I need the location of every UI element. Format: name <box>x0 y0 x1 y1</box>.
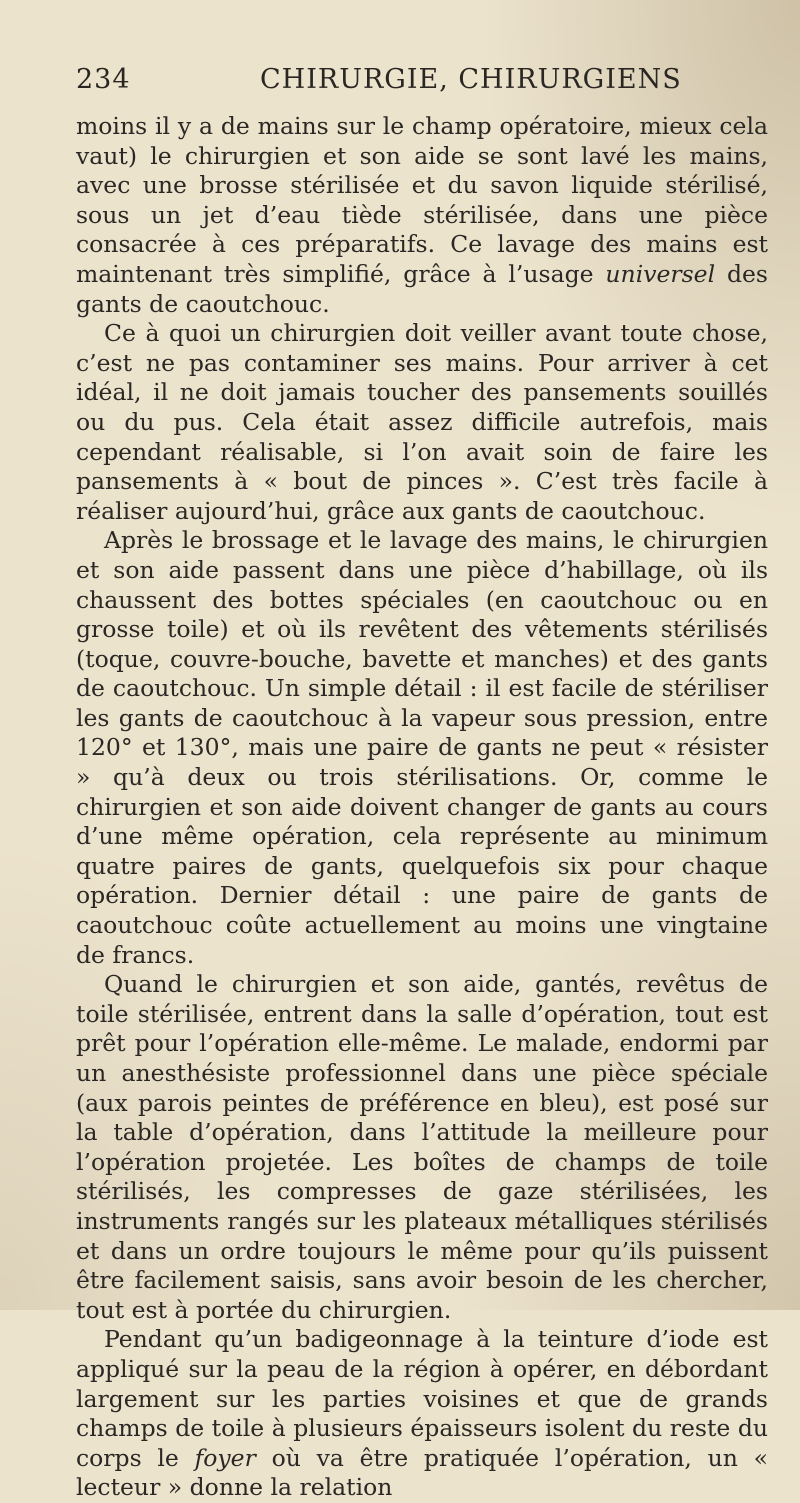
paragraph-text: des gants de caoutchouc. <box>76 259 768 318</box>
paragraph-text: Après le brossage et le lavage des mains, le chirurgien et son aide passent dans une pièce d’habillage, où ils chaussent des bottes spéciales (en caoutchouc ou en grosse toile) et où ils revêtent des vêtements stérilisés (toque, couvre-bouche, bavette et manches) et des gants de caoutchouc. Un simple détail : il est facile de stériliser les gants de caoutchouc à la vapeur sous pression, entre 120° et 130°, mais une paire de gants ne peut « résister » qu’à deux ou trois stérilisations. Or, comme le chirurgien et son aide doivent changer de gants au cours d’une même opération, cela représente au minimum quatre paires de gants, quelquefois six pour chaque opération. Dernier détail : une paire de gants de caoutchouc coûte actuellement au moins une vingtaine de francs. <box>76 526 768 969</box>
paragraph <box>76 1325 768 1503</box>
paragraph <box>76 319 768 526</box>
page-number: 234 <box>76 64 131 95</box>
emphasis-text: universel <box>605 259 716 288</box>
paragraph-text: Pendant qu’un badigeonnage à la teinture d’iode est appliqué sur la peau de la région à opérer, en débordant largement sur les parties voisines et que de grands champs de toile à plusieurs épaisseurs isolent du reste du corps le <box>76 1325 768 1472</box>
paragraph-text: Ce à quoi un chirurgien doit veiller avant toute chose, c’est ne pas contaminer ses mains. Pour arriver à cet idéal, il ne doit jamais toucher des pansements souillés ou du pus. Cela était assez difficile autrefois, mais cependant réalisable, si l’on avait soin de faire les pansements à « bout de pinces ». C’est très facile à réaliser aujourd’hui, grâce aux gants de caoutchouc. <box>76 319 768 525</box>
page-header <box>76 56 716 100</box>
body-text <box>76 112 768 1503</box>
paragraph-text: moins il y a de mains sur le champ opératoire, mieux cela vaut) le chirurgien et son aide se sont lavé les mains, avec une brosse stérilisée et du savon liquide stérilisé, sous un jet d’eau tiède stérilisée, dans une pièce consacrée à ces préparatifs. Ce lavage des mains est maintenant très simplifié, grâce à l’usage <box>76 112 768 288</box>
emphasis-text: foyer <box>194 1443 256 1472</box>
paragraph-text: Quand le chirurgien et son aide, gantés, revêtus de toile stérilisée, entrent dans la salle d’opération, tout est prêt pour l’opération elle-même. Le malade, endormi par un anesthésiste professionnel dans une pièce spéciale (aux parois peintes de préférence en bleu), est posé sur la table d’opération, dans l’attitude la meilleure pour l’opération projetée. Les boîtes de champs de toile stérilisés, les compresses de gaze stérilisées, les instruments rangés sur les plateaux métalliques stérilisés et dans un ordre toujours le même pour qu’ils puissent être facilement saisis, sans avoir besoin de les chercher, tout est à portée du chirurgien. <box>76 970 768 1324</box>
running-title: CHIRURGIE, CHIRURGIENS <box>260 64 682 95</box>
paragraph <box>76 526 768 970</box>
paragraph-text: où va être pratiquée l’opération, un « lecteur » donne la relation <box>76 1443 769 1502</box>
paragraph <box>76 970 768 1325</box>
paragraph <box>76 112 768 319</box>
